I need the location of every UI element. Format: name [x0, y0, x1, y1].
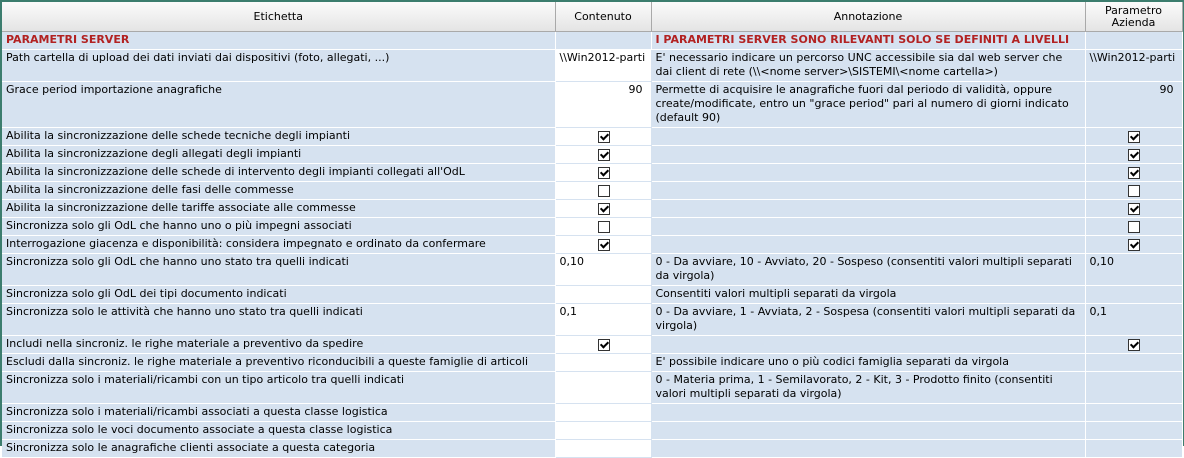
table-row: [2, 164, 1182, 182]
row-note: E' necessario indicare un percorso UNC accessibile sia dal web server che dai client di rete (\\<nome server>\SISTEMI\<nome cartella>): [651, 50, 1085, 82]
param-cell: [1085, 404, 1182, 422]
row-note: E' possibile indicare uno o più codici famiglia separati da virgola: [651, 354, 1085, 372]
content-cell[interactable]: [555, 286, 651, 304]
content-checkbox[interactable]: [598, 339, 610, 351]
row-label: Abilita la sincronizzazione delle schede di intervento degli impianti collegati all'OdL: [2, 164, 555, 182]
table-row: [2, 82, 1182, 128]
content-checkbox[interactable]: [598, 221, 610, 233]
row-label: Sincronizza solo gli OdL dei tipi documento indicati: [2, 286, 555, 304]
row-label: Sincronizza solo le voci documento associate a questa classe logistica: [2, 422, 555, 440]
row-label: Abilita la sincronizzazione degli allegati degli impianti: [2, 146, 555, 164]
content-checkbox[interactable]: [598, 167, 610, 179]
content-cell[interactable]: 0,1: [555, 304, 651, 336]
param-checkbox: [1128, 239, 1140, 251]
row-note: Consentiti valori multipli separati da virgola: [651, 286, 1085, 304]
row-label: Sincronizza solo le attività che hanno uno stato tra quelli indicati: [2, 304, 555, 336]
table-row: [2, 128, 1182, 146]
content-cell[interactable]: [555, 372, 651, 404]
table-row: [2, 50, 1182, 82]
row-note: [651, 336, 1085, 354]
param-cell: 90: [1085, 82, 1182, 128]
content-cell[interactable]: [555, 440, 651, 458]
content-cell[interactable]: \\Win2012-parti: [555, 50, 651, 82]
table-row: [2, 254, 1182, 286]
section-label: PARAMETRI SERVER: [2, 32, 555, 50]
param-cell: \\Win2012-parti: [1085, 50, 1182, 82]
row-label: Interrogazione giacenza e disponibilità: considera impegnato e ordinato da confermare: [2, 236, 555, 254]
table-row: [2, 372, 1182, 404]
content-checkbox[interactable]: [598, 149, 610, 161]
param-cell: [1085, 440, 1182, 458]
header-etichetta[interactable]: Etichetta: [2, 2, 555, 32]
param-cell: [1085, 372, 1182, 404]
table-row: [2, 404, 1182, 422]
row-label: Abilita la sincronizzazione delle schede tecniche degli impianti: [2, 128, 555, 146]
content-checkbox[interactable]: [598, 203, 610, 215]
row-note: 0 - Materia prima, 1 - Semilavorato, 2 - Kit, 3 - Prodotto finito (consentiti valori multipli separati da virgola): [651, 372, 1085, 404]
row-note: [651, 422, 1085, 440]
row-label: Sincronizza solo i materiali/ricambi associati a questa classe logistica: [2, 404, 555, 422]
table-row: [2, 422, 1182, 440]
row-note: 0 - Da avviare, 1 - Avviata, 2 - Sospesa (consentiti valori multipli separati da virgola): [651, 304, 1085, 336]
header-contenuto[interactable]: Contenuto: [555, 2, 651, 32]
param-checkbox: [1128, 221, 1140, 233]
param-checkbox: [1128, 203, 1140, 215]
table-row: [2, 336, 1182, 354]
row-label: Path cartella di upload dei dati inviati dai dispositivi (foto, allegati, ...): [2, 50, 555, 82]
param-cell: [1085, 354, 1182, 372]
param-cell: 0,1: [1085, 304, 1182, 336]
row-note: Permette di acquisire le anagrafiche fuori dal periodo di validità, oppure create/modificate, entro un "grace period" pari al numero di giorni indicato (default 90): [651, 82, 1085, 128]
row-label: Sincronizza solo gli OdL che hanno uno o più impegni associati: [2, 218, 555, 236]
content-checkbox[interactable]: [598, 131, 610, 143]
header-parametro-azienda[interactable]: Parametro Azienda: [1085, 2, 1182, 32]
row-label: Grace period importazione anagrafiche: [2, 82, 555, 128]
section-note: I PARAMETRI SERVER SONO RILEVANTI SOLO SE DEFINITI A LIVELLI: [651, 32, 1085, 50]
content-checkbox[interactable]: [598, 239, 610, 251]
param-checkbox: [1128, 185, 1140, 197]
row-note: [651, 440, 1085, 458]
row-note: [651, 236, 1085, 254]
table-row: [2, 218, 1182, 236]
param-checkbox: [1128, 131, 1140, 143]
row-note: [651, 200, 1085, 218]
row-label: Abilita la sincronizzazione delle fasi delle commesse: [2, 182, 555, 200]
row-label: Escludi dalla sincroniz. le righe materiale a preventivo riconducibili a queste famiglie di articoli: [2, 354, 555, 372]
param-checkbox: [1128, 149, 1140, 161]
row-note: [651, 164, 1085, 182]
param-checkbox: [1128, 339, 1140, 351]
row-note: [651, 146, 1085, 164]
table-row: [2, 146, 1182, 164]
row-label: Sincronizza solo le anagrafiche clienti associate a questa categoria: [2, 440, 555, 458]
table-row: [2, 304, 1182, 336]
param-cell: [1085, 422, 1182, 440]
content-cell[interactable]: [555, 404, 651, 422]
table-row: [2, 354, 1182, 372]
param-cell: 0,10: [1085, 254, 1182, 286]
section-row: [2, 32, 1182, 50]
row-label: Includi nella sincroniz. le righe materiale a preventivo da spedire: [2, 336, 555, 354]
row-label: Sincronizza solo i materiali/ricambi con un tipo articolo tra quelli indicati: [2, 372, 555, 404]
row-label: Abilita la sincronizzazione delle tariffe associate alle commesse: [2, 200, 555, 218]
param-cell: [1085, 286, 1182, 304]
table-row: [2, 182, 1182, 200]
content-cell[interactable]: [555, 422, 651, 440]
table-row: [2, 236, 1182, 254]
content-cell[interactable]: 0,10: [555, 254, 651, 286]
row-note: [651, 404, 1085, 422]
row-label: Sincronizza solo gli OdL che hanno uno stato tra quelli indicati: [2, 254, 555, 286]
table-row: [2, 440, 1182, 458]
content-cell[interactable]: [555, 354, 651, 372]
row-note: [651, 218, 1085, 236]
content-checkbox[interactable]: [598, 185, 610, 197]
param-checkbox: [1128, 167, 1140, 179]
table-row: [2, 200, 1182, 218]
row-note: [651, 128, 1085, 146]
row-note: [651, 182, 1085, 200]
header-annotazione[interactable]: Annotazione: [651, 2, 1085, 32]
row-note: 0 - Da avviare, 10 - Avviato, 20 - Sospeso (consentiti valori multipli separati da virgola): [651, 254, 1085, 286]
content-cell[interactable]: 90: [555, 82, 651, 128]
table-row: [2, 286, 1182, 304]
parameters-table: [2, 2, 1183, 458]
